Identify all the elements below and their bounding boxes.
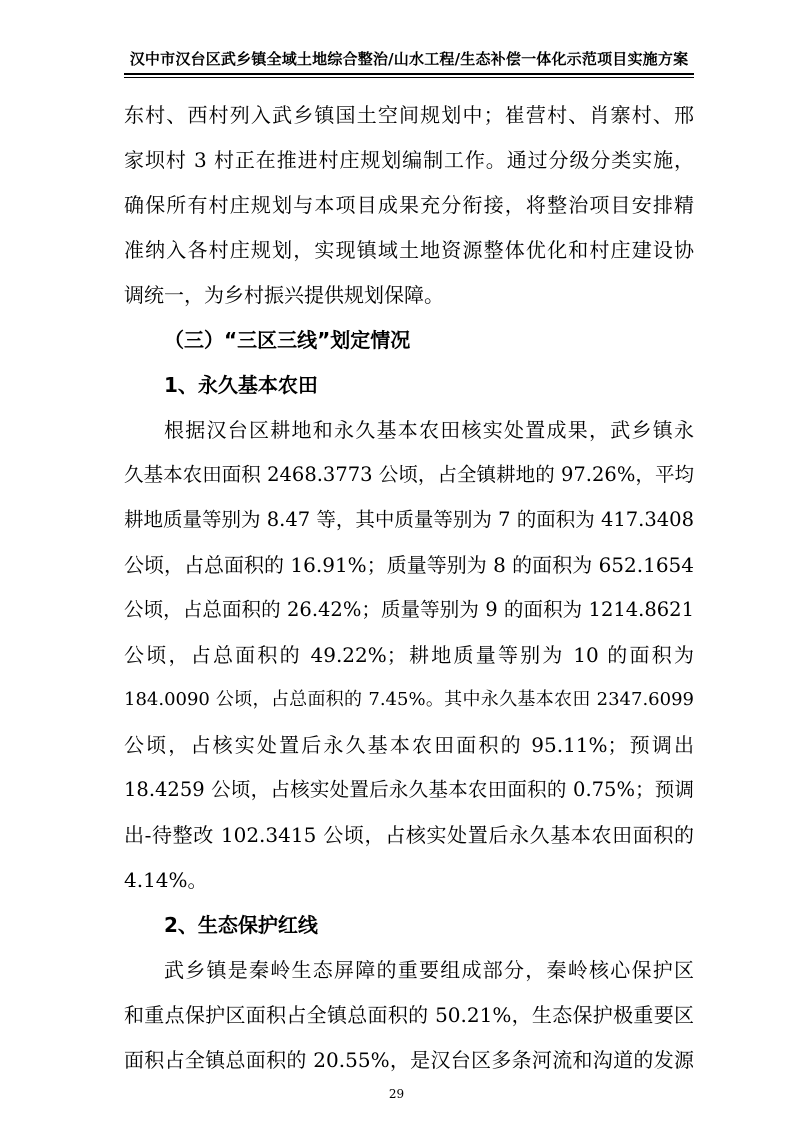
paragraph-1-line-2: 家坝村 3 村正在推进村庄规划编制工作。通过分级分类实施， — [124, 148, 694, 172]
subsection-1-heading: 1、永久基本农田 — [164, 373, 318, 397]
paragraph-1-line-4: 准纳入各村庄规划，实现镇域土地资源整体优化和村庄建设协 — [124, 238, 694, 262]
header-rule-thin — [124, 77, 694, 78]
header-rule-thick — [124, 73, 694, 75]
subsection-1-line-5: 公顷，占总面积的 26.42%；质量等别为 9 的面积为 1214.8621 — [124, 598, 694, 621]
subsection-1-line-7: 184.0090 公顷，占总面积的 7.45%。其中永久基本农田 2347.6099 — [124, 689, 694, 710]
paragraph-1-line-5: 调统一，为乡村振兴提供规划保障。 — [124, 283, 444, 307]
paragraph-1-line-1: 东村、西村列入武乡镇国土空间规划中；崔营村、肖寨村、邢 — [124, 103, 694, 127]
subsection-2-heading: 2、生态保护红线 — [164, 913, 318, 937]
subsection-1-line-6: 公顷，占总面积的 49.22%；耕地质量等别为 10 的面积为 — [124, 643, 694, 667]
page-number: 29 — [388, 1087, 405, 1101]
subsection-1-line-3: 耕地质量等别为 8.47 等，其中质量等别为 7 的面积为 417.3408 — [124, 508, 694, 531]
subsection-1-line-11: 4.14%。 — [124, 868, 208, 892]
subsection-1-line-10: 出-待整改 102.3415 公顷，占核实处置后永久基本农田面积的 — [124, 823, 694, 847]
subsection-2-line-1: 武乡镇是秦岭生态屏障的重要组成部分，秦岭核心保护区 — [164, 958, 694, 982]
section-3-heading: （三）“三区三线”划定情况 — [164, 328, 411, 352]
subsection-1-line-4: 公顷，占总面积的 16.91%；质量等别为 8 的面积为 652.1654 — [124, 553, 694, 577]
header-title: 汉中市汉台区武乡镇全域土地综合整治/山水工程/生态补偿一体化示范项目实施方案 — [129, 50, 689, 68]
subsection-2-line-2: 和重点保护区面积占全镇总面积的 50.21%，生态保护极重要区 — [124, 1003, 694, 1027]
subsection-1-line-1: 根据汉台区耕地和永久基本农田核实处置成果，武乡镇永 — [164, 418, 694, 442]
subsection-1-line-9: 18.4259 公顷，占核实处置后永久基本农田面积的 0.75%；预调 — [124, 778, 694, 801]
subsection-1-line-2: 久基本农田面积 2468.3773 公顷，占全镇耕地的 97.26%，平均 — [124, 463, 694, 486]
subsection-1-line-8: 公顷，占核实处置后永久基本农田面积的 95.11%；预调出 — [124, 733, 694, 757]
subsection-2-line-3: 面积占全镇总面积的 20.55%，是汉台区多条河流和沟道的发源 — [124, 1048, 694, 1072]
paragraph-1-line-3: 确保所有村庄规划与本项目成果充分衔接，将整治项目安排精 — [124, 193, 694, 217]
